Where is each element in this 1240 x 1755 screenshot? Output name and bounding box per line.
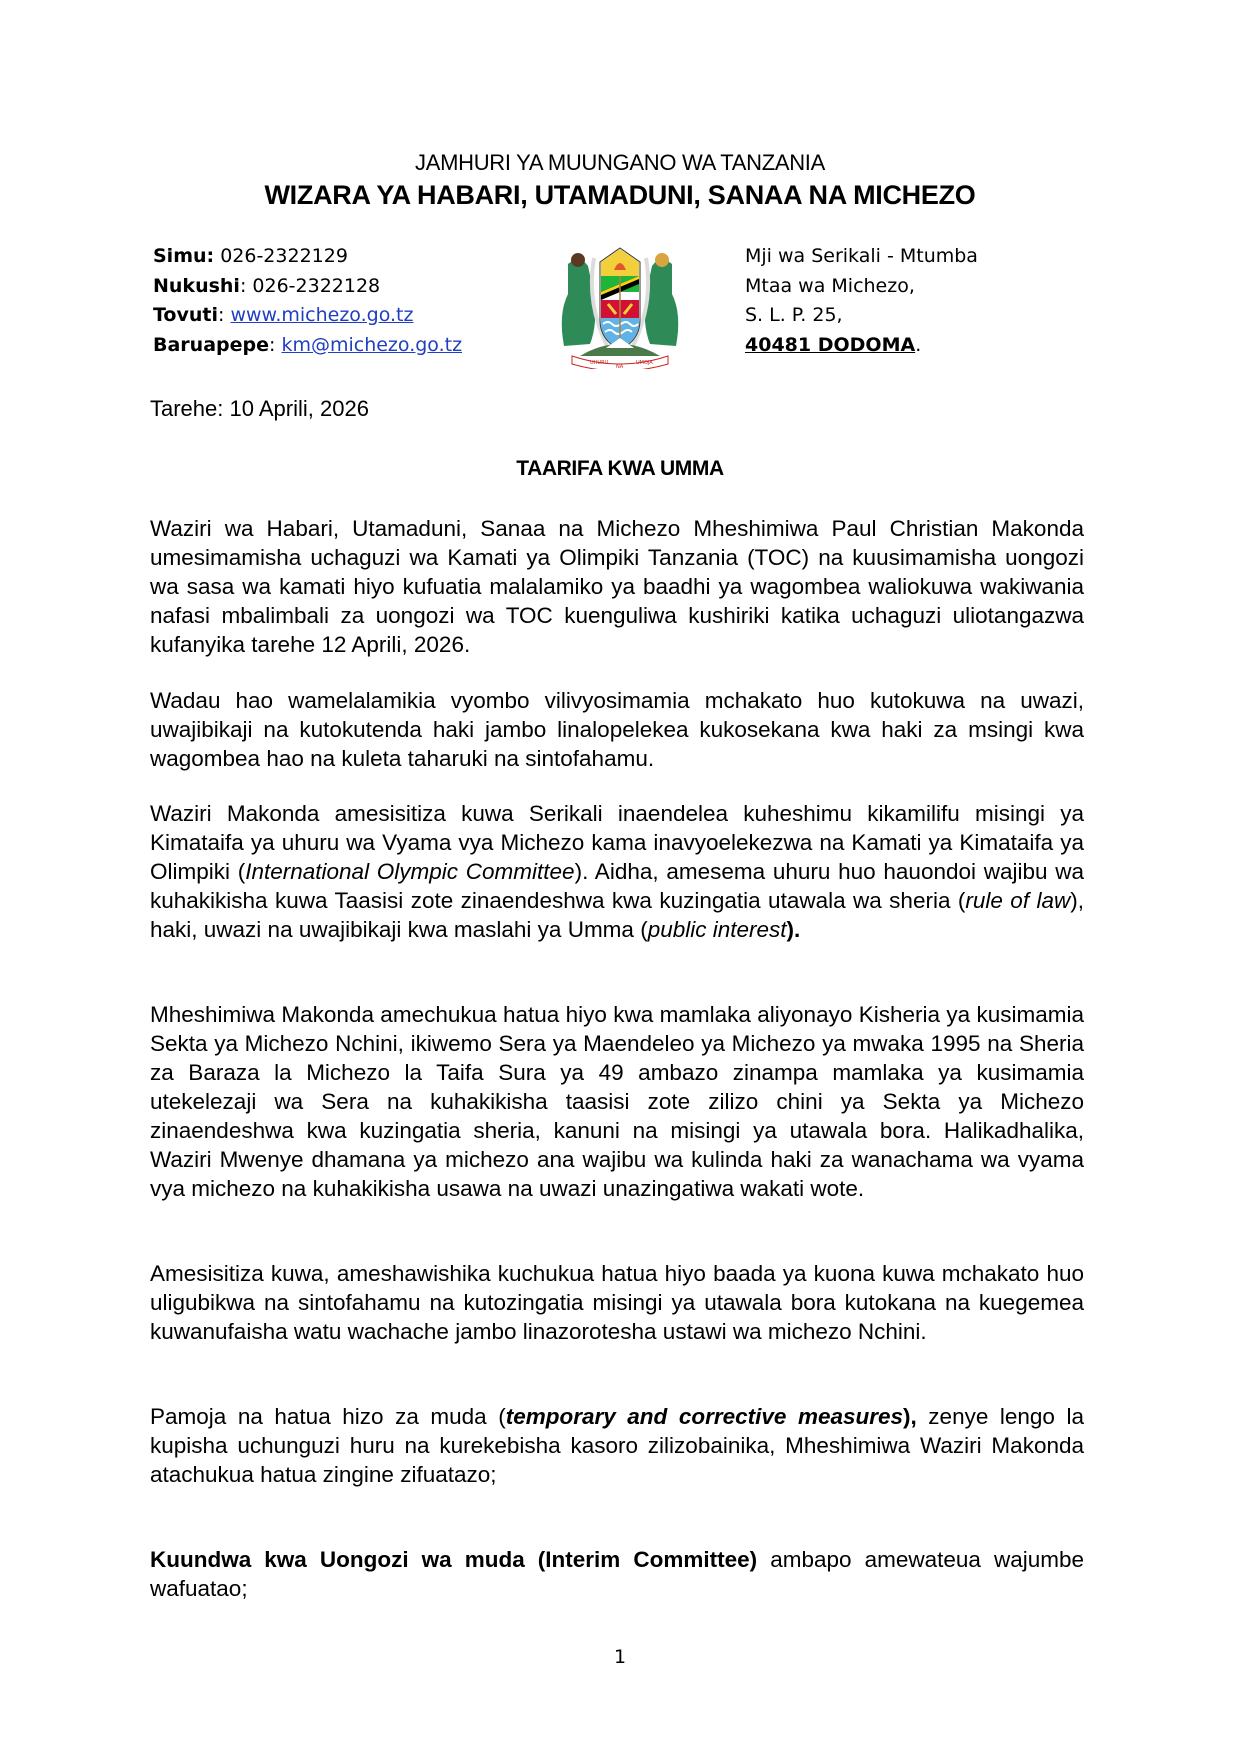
svg-text:UMOJA: UMOJA — [636, 360, 653, 366]
paragraph-6: Pamoja na hatua hizo za muda (temporary and corrective measures), zenye lengo la kupisha uchunguzi huru na kurekebisha kasoro zilizobainika, Mheshimiwa Waziri Makonda atachukua hatua zingine zifuatazo; — [150, 1404, 1084, 1487]
svg-text:UHURU: UHURU — [590, 360, 609, 366]
phone-value: 026-2322129 — [220, 245, 348, 267]
document-title: TAARIFA KWA UMMA — [516, 457, 724, 480]
website-line: Tovuti: www.michezo.go.tz — [153, 304, 414, 326]
date-line: Tarehe: 10 Aprili, 2026 — [150, 396, 369, 421]
email-link[interactable]: km@michezo.go.tz — [281, 333, 463, 356]
address-line-3: S. L. P. 25, — [745, 304, 843, 326]
paragraph-2: Wadau hao wamelalamikia vyombo vilivyosimamia mchakato huo kutokuwa na uwazi, uwajibikaji na kutokutenda haki jambo linalopelekea kukosekana kwa haki za msingi kwa wagombea hao na kuleta taharuki na sintofahamu. — [150, 688, 1084, 771]
svg-text:NA: NA — [616, 364, 624, 369]
paragraph-3: Waziri Makonda amesisitiza kuwa Serikali inaendelea kuheshimu kikamilifu misingi ya Kimataifa ya uhuru wa Vyama vya Michezo kama inavyoelekezwa na Kamati ya Kimataifa ya Olimpiki (International Olympic Committee). Aidha, amesema uhuru huo hauondoi wajibu wa kuhakikisha kuwa Taasisi zote zinaendeshwa kwa kuzingatia utawala wa sheria (rule of law), haki, uwazi na uwajibikaji kwa maslahi ya Umma (public interest). — [150, 801, 1085, 942]
fax-value: 026-2322128 — [252, 274, 381, 297]
address-line-1: Mji wa Serikali - Mtumba — [745, 245, 978, 267]
paragraph-4: Mheshimiwa Makonda amechukua hatua hiyo kwa mamlaka aliyonayo Kisheria ya kusimamia Sekta ya Michezo Nchini, ikiwemo Sera ya Maendeleo ya Michezo ya mwaka 1995 na Sheria za Baraza la Michezo la Taifa Sura ya 49 ambazo zinampa mamlaka ya kusimamia utekelezaji wa Sera na kuhakikisha taasisi zote zilizo chini ya Sekta ya Michezo zinaendeshwa kwa kuzingatia sheria, kanuni na misingi ya utawala bora. Halikadhalika, Waziri Mwenye dhamana ya michezo ana wajibu wa kulinda haki za wanachama wa vyama vya michezo na kuhakikisha usawa na uwazi unazingatiwa wakati wote. — [150, 1002, 1084, 1201]
email-label: Baruapepe — [153, 333, 269, 356]
contact-block-right — [745, 242, 978, 360]
address-line-4: 40481 DODOMA. — [745, 333, 922, 356]
fax-label: Nukushi — [153, 274, 240, 297]
phone-line: Simu: 026-2322129 — [153, 245, 348, 267]
page-number: 1 — [613, 1646, 627, 1668]
paragraph-1: Waziri wa Habari, Utamaduni, Sanaa na Michezo Mheshimiwa Paul Christian Makonda umesimamisha uchaguzi wa Kamati ya Olimpiki Tanzania (TOC) na kuusimamisha uongozi wa sasa wa kamati hiyo kufuatia malalamiko ya baadhi ya wagombea waliokuwa wakiwania nafasi mbalimbali za uongozi wa TOC kuenguliwa kushiriki katika uchaguzi uliotangazwa kufanyika tarehe 12 Aprili, 2026. — [150, 516, 1084, 657]
email-line: Baruapepe: km@michezo.go.tz — [153, 333, 463, 356]
republic-heading: JAMHURI YA MUUNGANO WA TANZANIA — [415, 150, 825, 175]
coat-of-arms-icon — [550, 244, 690, 369]
website-link[interactable]: www.michezo.go.tz — [230, 304, 414, 326]
phone-label: Simu — [153, 245, 207, 267]
fax-line: Nukushi: 026-2322128 — [153, 274, 381, 297]
address-line-2: Mtaa wa Michezo, — [745, 274, 915, 297]
postal-city: 40481 DODOMA — [745, 333, 916, 356]
contact-block-left — [153, 242, 462, 360]
paragraph-7: Kuundwa kwa Uongozi wa muda (Interim Committee) ambapo amewateua wajumbe wafuatao; — [150, 1547, 1084, 1601]
interim-committee-heading: Kuundwa kwa Uongozi wa muda (Interim Committee) — [150, 1547, 758, 1572]
paragraph-5: Amesisitiza kuwa, ameshawishika kuchukua hatua hiyo baada ya kuona kuwa mchakato huo uligubikwa na sintofahamu na kutozingatia misingi ya utawala bora kutokana na kuegemea kuwanufaisha watu wachache jambo linazorotesha ustawi wa michezo Nchini. — [150, 1261, 1084, 1344]
ministry-heading: WIZARA YA HABARI, UTAMADUNI, SANAA NA MICHEZO — [264, 180, 976, 210]
website-label: Tovuti — [153, 304, 218, 326]
